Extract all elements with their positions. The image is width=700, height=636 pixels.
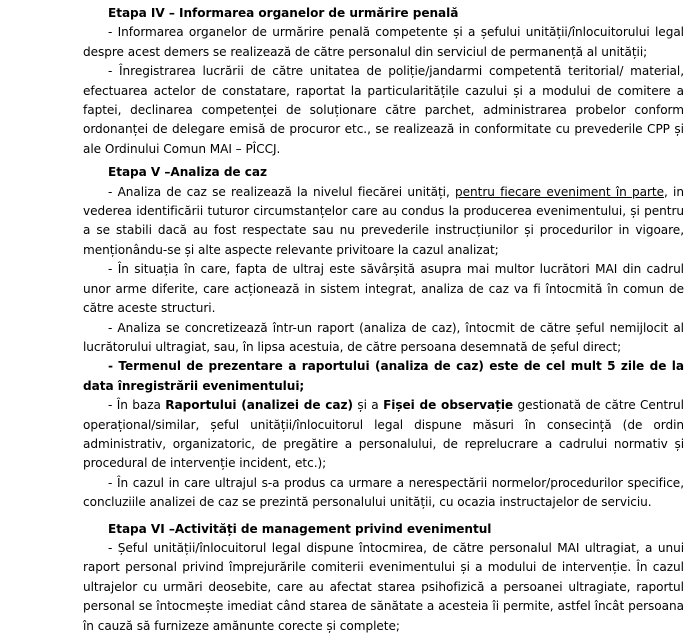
run-bold: Fișei de observație [383, 398, 514, 413]
run-text: - Analiza de caz se realizează la nivelul fiecărei unități, [108, 184, 456, 199]
run-text: - În cazul in care ultrajul s-a produs ca urmare a nerespectării normelor/procedurilor specifice, concluziile analizei de caz se prezintă personalului unității, cu ocazia instructajelor de serviciu. [83, 475, 684, 510]
run-underlined: pentru fiecare eveniment în parte [455, 184, 664, 199]
paragraph-etapa4-informarea [83, 23, 684, 62]
paragraph-etapa5-termenul [83, 357, 684, 396]
paragraph-etapa5-situatia [83, 260, 684, 318]
run-text: - Înregistrarea lucrării de către unitatea de poliție/jandarmi competentă teritorial/ material, efectuarea actelor de constatare, raportat la particularitățile cazului și a modului de comitere a faptei, declinarea competenței de soluționare către parchet, administrarea probelor conform ordonanței de delegare emisă de procuror etc., se realizează in conformitate cu prevederile CPP și ale Ordinului Comun MAI – PÎCCJ. [83, 64, 684, 156]
section-heading-etapa-4: Etapa IV – Informarea organelor de urmărire penală [108, 6, 459, 20]
paragraph-etapa5-concretizeaza [83, 319, 684, 358]
run-text: și a [352, 398, 384, 413]
section-heading-etapa-6: Etapa VI –Activități de management privind evenimentul [108, 521, 492, 536]
run-text: - Informarea organelor de urmărire penală competente și a șefului unității/înlocuitorului legal despre acest demers se realizează de către personalul din serviciul de permanență al unității; [83, 25, 684, 59]
paragraph-etapa5-in-baza-raportului [83, 396, 684, 474]
run-text: gestionată de către Centrul operațional/similar, șeful unității/înlocuitorul legal dispune măsuri în consecință (de ordin administrativ, organizatoric, de pregătire a personalului, de reprelucrare a cadrului normativ și procedural de intervenție incident, etc.); [83, 398, 684, 471]
document-body [83, 4, 684, 636]
paragraph-etapa6-raport-personal [83, 539, 684, 636]
paragraph-etapa5-concluziile [83, 474, 684, 513]
run-text: - În baza [108, 398, 166, 413]
run-bold: Raportului (analizei de caz) [165, 398, 353, 413]
paragraph-etapa4-inregistrarea [83, 62, 684, 159]
section-heading-etapa-5: Etapa V –Analiza de caz [108, 165, 267, 180]
run-text: - În situația în care, fapta de ultraj este săvârșită asupra mai multor lucrători MAI din cadrul unor arme diferite, care acționează in sistem integrat, analiza de caz va fi întocmită în comun de către aceste structuri. [83, 262, 684, 316]
run-bold: - Termenul de prezentare a raportului (analiza de caz) este de cel mult 5 zile de la data înregistrării evenimentului; [83, 359, 684, 393]
run-text: , in vederea identificării tuturor circumstanțelor care au condus la producerea evenimentului, și pentru a se stabili dacă au fost respectate sau nu prevederile instrucțiunilor și procedurilor in vigoare, menționându-se și alte aspecte relevante privitoare la cazul analizat; [83, 184, 684, 257]
run-text: - Analiza se concretizează într-un raport (analiza de caz), întocmit de către șeful nemijlocit al lucrătorului ultragiat, sau, în lipsa acestuia, de către persoana desemnată de șeful direct; [83, 320, 684, 354]
run-text: - Șeful unității/înlocuitorul legal dispune întocmirea, de către personalul MAI ultragiat, a unui raport personal privind împrejurările comiterii evenimentului și a modului de intervenție. În cazul ultrajelor cu urmări deosebite, care au afectat starea psihofizică a persoanei ultragiate, raportul personal se întocmește imediat când starea de sănătate a acesteia îi permite, astfel încât persoana în cauză să furnizeze amănunte corecte și complete; [83, 540, 684, 633]
spacer [83, 513, 684, 520]
paragraph-etapa5-analiza-de-caz [83, 183, 684, 261]
